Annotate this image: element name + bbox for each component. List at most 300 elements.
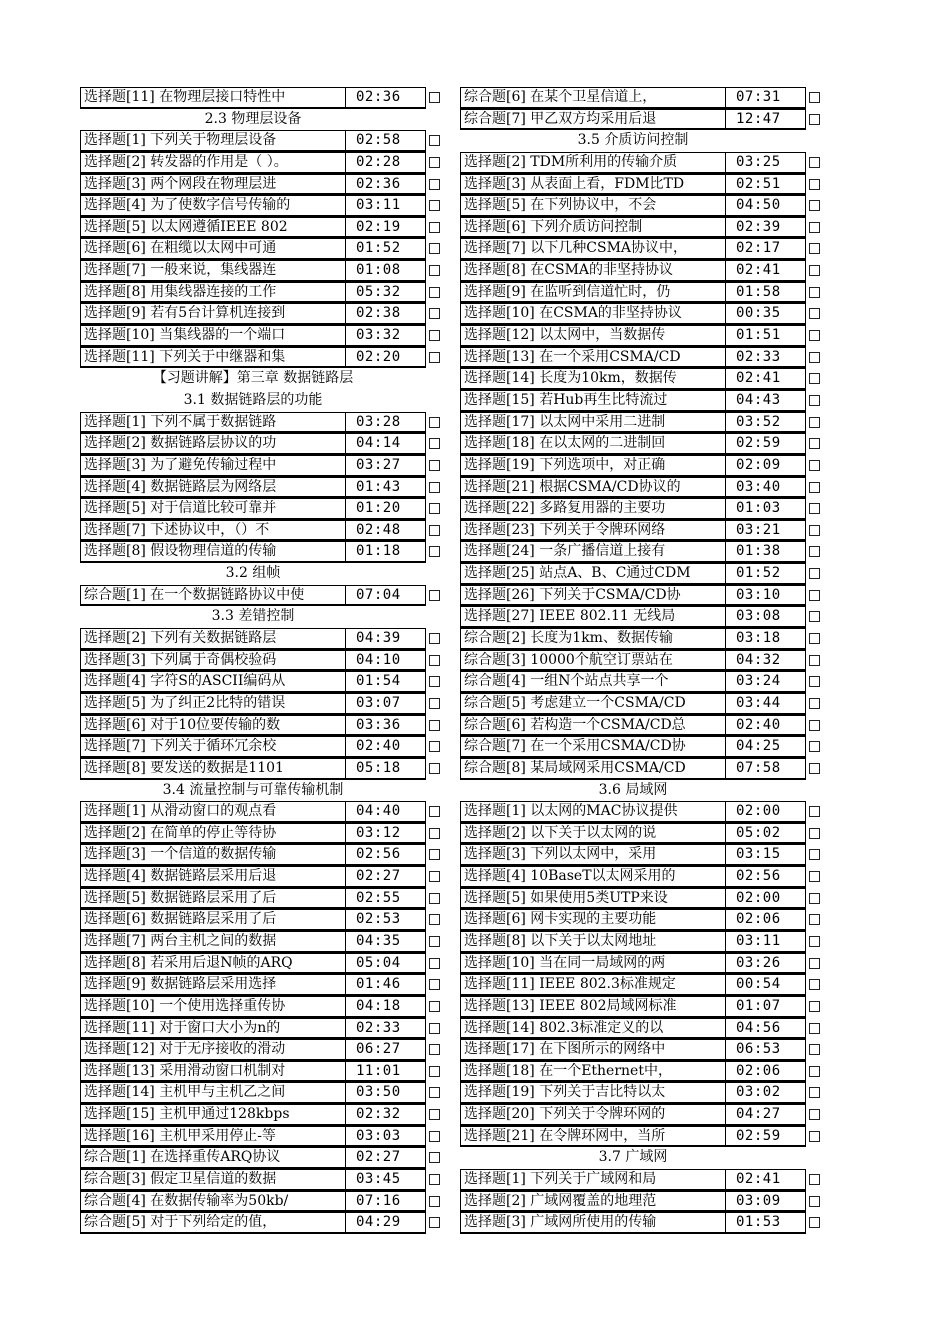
completion-checkbox[interactable] bbox=[429, 676, 440, 687]
exercise-row bbox=[460, 1061, 828, 1083]
completion-checkbox[interactable] bbox=[809, 200, 820, 211]
exercise-row bbox=[80, 520, 448, 542]
completion-checkbox[interactable] bbox=[429, 633, 440, 644]
completion-checkbox[interactable] bbox=[429, 222, 440, 233]
completion-checkbox[interactable] bbox=[809, 1196, 820, 1207]
exercise-title: 选择题[27] IEEE 802.11 无线局 bbox=[460, 606, 726, 628]
completion-checkbox[interactable] bbox=[429, 1001, 440, 1012]
completion-checkbox[interactable] bbox=[429, 179, 440, 190]
completion-checkbox[interactable] bbox=[809, 417, 820, 428]
exercise-title: 选择题[8] 若采用后退N帧的ARQ bbox=[80, 953, 346, 975]
exercise-row bbox=[460, 477, 828, 499]
exercise-row bbox=[460, 671, 828, 693]
exercise-title: 选择题[11] 在物理层接口特性中 bbox=[80, 87, 346, 109]
exercise-row bbox=[80, 715, 448, 737]
exercise-title: 选择题[11] 下列关于中继器和集 bbox=[80, 347, 346, 369]
completion-checkbox[interactable] bbox=[429, 1174, 440, 1185]
completion-checkbox[interactable] bbox=[429, 546, 440, 557]
exercise-duration: 03:27 bbox=[346, 455, 426, 477]
exercise-row bbox=[80, 1082, 448, 1104]
exercise-row bbox=[460, 1212, 828, 1234]
exercise-duration: 03:44 bbox=[726, 693, 806, 715]
exercise-duration: 03:18 bbox=[726, 628, 806, 650]
exercise-title: 综合题[2] 长度为1km、数据传输 bbox=[460, 628, 726, 650]
exercise-row bbox=[80, 433, 448, 455]
completion-checkbox[interactable] bbox=[809, 1109, 820, 1120]
exercise-duration: 02:32 bbox=[346, 1104, 426, 1126]
completion-checkbox[interactable] bbox=[809, 92, 820, 103]
completion-checkbox[interactable] bbox=[429, 741, 440, 752]
exercise-row bbox=[80, 282, 448, 304]
exercise-duration: 04:43 bbox=[726, 390, 806, 412]
exercise-duration: 01:46 bbox=[346, 974, 426, 996]
exercise-row bbox=[80, 1169, 448, 1191]
exercise-title: 选择题[4] 10BaseT以太网采用的 bbox=[460, 866, 726, 888]
completion-checkbox[interactable] bbox=[429, 135, 440, 146]
exercise-title: 选择题[10] 一个使用选择重传协 bbox=[80, 996, 346, 1018]
exercise-duration: 05:18 bbox=[346, 758, 426, 780]
exercise-duration: 02:56 bbox=[346, 844, 426, 866]
exercise-title: 选择题[8] 要发送的数据是1101 bbox=[80, 758, 346, 780]
exercise-title: 选择题[2] TDM所利用的传输介质 bbox=[460, 152, 726, 174]
completion-checkbox[interactable] bbox=[809, 893, 820, 904]
exercise-title: 综合题[5] 对于下列给定的值， bbox=[80, 1212, 346, 1234]
exercise-duration: 03:09 bbox=[726, 1191, 806, 1213]
completion-checkbox[interactable] bbox=[429, 1196, 440, 1207]
exercise-title: 选择题[7] 一般来说，集线器连 bbox=[80, 260, 346, 282]
exercise-title: 选择题[4] 字符S的ASCII编码从 bbox=[80, 671, 346, 693]
completion-checkbox[interactable] bbox=[809, 979, 820, 990]
exercise-row bbox=[460, 888, 828, 910]
exercise-row bbox=[460, 455, 828, 477]
completion-checkbox[interactable] bbox=[429, 590, 440, 601]
exercise-duration: 03:03 bbox=[346, 1126, 426, 1148]
completion-checkbox[interactable] bbox=[429, 352, 440, 363]
exercise-row bbox=[80, 758, 448, 780]
exercise-title: 选择题[11] 对于窗口大小为n的 bbox=[80, 1018, 346, 1040]
exercise-title: 综合题[5] 考虑建立一个CSMA/CD bbox=[460, 693, 726, 715]
exercise-title: 选择题[19] 下列关于吉比特以太 bbox=[460, 1082, 726, 1104]
exercise-row bbox=[460, 195, 828, 217]
exercise-row bbox=[80, 541, 448, 563]
exercise-duration: 06:53 bbox=[726, 1039, 806, 1061]
completion-checkbox[interactable] bbox=[429, 720, 440, 731]
exercise-title: 选择题[22] 多路复用器的主要功 bbox=[460, 498, 726, 520]
exercise-duration: 01:03 bbox=[726, 498, 806, 520]
exercise-row bbox=[80, 347, 448, 369]
exercise-title: 综合题[4] 在数据传输率为50kb/ bbox=[80, 1191, 346, 1213]
exercise-title: 选择题[11] IEEE 802.3标准规定 bbox=[460, 974, 726, 996]
section-heading bbox=[80, 606, 448, 628]
exercise-row bbox=[460, 1082, 828, 1104]
completion-checkbox[interactable] bbox=[429, 330, 440, 341]
exercise-row bbox=[460, 1169, 828, 1191]
completion-checkbox[interactable] bbox=[429, 265, 440, 276]
completion-checkbox[interactable] bbox=[429, 958, 440, 969]
completion-checkbox[interactable] bbox=[809, 373, 820, 384]
exercise-duration: 03:32 bbox=[346, 325, 426, 347]
exercise-duration: 12:47 bbox=[726, 109, 806, 131]
completion-checkbox[interactable] bbox=[809, 157, 820, 168]
exercise-row bbox=[460, 390, 828, 412]
exercise-title: 选择题[17] 在下图所示的网络中 bbox=[460, 1039, 726, 1061]
completion-checkbox[interactable] bbox=[809, 698, 820, 709]
exercise-row bbox=[460, 1191, 828, 1213]
exercise-title: 选择题[2] 数据链路层协议的功 bbox=[80, 433, 346, 455]
exercise-duration: 02:39 bbox=[726, 217, 806, 239]
exercise-row bbox=[80, 628, 448, 650]
exercise-title: 综合题[3] 10000个航空订票站在 bbox=[460, 650, 726, 672]
exercise-duration: 07:04 bbox=[346, 585, 426, 607]
completion-checkbox[interactable] bbox=[809, 655, 820, 666]
completion-checkbox[interactable] bbox=[429, 287, 440, 298]
completion-checkbox[interactable] bbox=[809, 1131, 820, 1142]
exercise-row bbox=[80, 866, 448, 888]
completion-checkbox[interactable] bbox=[429, 92, 440, 103]
exercise-title: 选择题[3] 两个网段在物理层进 bbox=[80, 174, 346, 196]
exercise-duration: 02:40 bbox=[346, 736, 426, 758]
completion-checkbox[interactable] bbox=[809, 914, 820, 925]
completion-checkbox[interactable] bbox=[809, 568, 820, 579]
exercise-title: 选择题[8] 在CSMA的非坚持协议 bbox=[460, 260, 726, 282]
exercise-duration: 03:11 bbox=[726, 931, 806, 953]
completion-checkbox[interactable] bbox=[429, 806, 440, 817]
exercise-row bbox=[80, 260, 448, 282]
exercise-row bbox=[80, 974, 448, 996]
exercise-title: 选择题[18] 在以太网的二进制回 bbox=[460, 433, 726, 455]
exercise-duration: 04:40 bbox=[346, 801, 426, 823]
exercise-row bbox=[460, 368, 828, 390]
exercise-row bbox=[460, 109, 828, 131]
exercise-row bbox=[460, 217, 828, 239]
exercise-duration: 02:53 bbox=[346, 909, 426, 931]
exercise-row bbox=[460, 628, 828, 650]
exercise-row bbox=[460, 563, 828, 585]
completion-checkbox[interactable] bbox=[429, 1066, 440, 1077]
completion-checkbox[interactable] bbox=[809, 1174, 820, 1185]
completion-checkbox[interactable] bbox=[809, 871, 820, 882]
completion-checkbox[interactable] bbox=[429, 417, 440, 428]
exercise-title: 选择题[8] 用集线器连接的工作 bbox=[80, 282, 346, 304]
exercise-row bbox=[80, 195, 448, 217]
exercise-row bbox=[80, 1126, 448, 1148]
completion-checkbox[interactable] bbox=[429, 243, 440, 254]
completion-checkbox[interactable] bbox=[809, 179, 820, 190]
exercise-title: 选择题[1] 下列不属于数据链路 bbox=[80, 412, 346, 434]
completion-checkbox[interactable] bbox=[429, 763, 440, 774]
completion-checkbox[interactable] bbox=[809, 482, 820, 493]
exercise-duration: 03:25 bbox=[726, 152, 806, 174]
completion-checkbox[interactable] bbox=[809, 676, 820, 687]
completion-checkbox[interactable] bbox=[809, 936, 820, 947]
exercise-row bbox=[80, 671, 448, 693]
exercise-title: 选择题[6] 对于10位要传输的数 bbox=[80, 715, 346, 737]
exercise-duration: 02:28 bbox=[346, 152, 426, 174]
completion-checkbox[interactable] bbox=[809, 633, 820, 644]
completion-checkbox[interactable] bbox=[429, 1044, 440, 1055]
completion-checkbox[interactable] bbox=[809, 525, 820, 536]
exercise-title: 选择题[5] 对于信道比较可靠并 bbox=[80, 498, 346, 520]
exercise-row bbox=[460, 974, 828, 996]
completion-checkbox[interactable] bbox=[809, 352, 820, 363]
completion-checkbox[interactable] bbox=[429, 655, 440, 666]
completion-checkbox[interactable] bbox=[429, 438, 440, 449]
exercise-row bbox=[460, 931, 828, 953]
completion-checkbox[interactable] bbox=[429, 1087, 440, 1098]
exercise-duration: 02:58 bbox=[346, 130, 426, 152]
completion-checkbox[interactable] bbox=[429, 1023, 440, 1034]
exercise-row bbox=[460, 433, 828, 455]
completion-checkbox[interactable] bbox=[429, 698, 440, 709]
completion-checkbox[interactable] bbox=[809, 763, 820, 774]
completion-checkbox[interactable] bbox=[809, 720, 820, 731]
exercise-duration: 02:06 bbox=[726, 909, 806, 931]
exercise-row bbox=[80, 1147, 448, 1169]
exercise-title: 选择题[8] 以下关于以太网地址 bbox=[460, 931, 726, 953]
exercise-title: 选择题[4] 为了使数字信号传输的 bbox=[80, 195, 346, 217]
completion-checkbox[interactable] bbox=[809, 1001, 820, 1012]
exercise-row bbox=[460, 412, 828, 434]
exercise-duration: 04:29 bbox=[346, 1212, 426, 1234]
exercise-row bbox=[460, 238, 828, 260]
completion-checkbox[interactable] bbox=[429, 525, 440, 536]
exercise-row bbox=[80, 693, 448, 715]
exercise-title: 选择题[21] 根据CSMA/CD协议的 bbox=[460, 477, 726, 499]
exercise-duration: 02:00 bbox=[726, 888, 806, 910]
exercise-title: 选择题[1] 以太网的MAC协议提供 bbox=[460, 801, 726, 823]
completion-checkbox[interactable] bbox=[429, 460, 440, 471]
exercise-row bbox=[80, 931, 448, 953]
exercise-duration: 02:56 bbox=[726, 866, 806, 888]
exercise-duration: 02:27 bbox=[346, 866, 426, 888]
exercise-title: 选择题[2] 在简单的停止等待协 bbox=[80, 823, 346, 845]
exercise-row bbox=[80, 325, 448, 347]
exercise-duration: 02:00 bbox=[726, 801, 806, 823]
exercise-duration: 02:17 bbox=[726, 238, 806, 260]
exercise-title: 选择题[9] 若有5台计算机连接到 bbox=[80, 303, 346, 325]
exercise-duration: 01:07 bbox=[726, 996, 806, 1018]
exercise-duration: 07:16 bbox=[346, 1191, 426, 1213]
exercise-title: 选择题[14] 主机甲与主机乙之间 bbox=[80, 1082, 346, 1104]
exercise-row bbox=[80, 801, 448, 823]
exercise-title: 选择题[3] 下列属于奇偶校验码 bbox=[80, 650, 346, 672]
exercise-title: 综合题[4] 一组N个站点共享一个 bbox=[460, 671, 726, 693]
completion-checkbox[interactable] bbox=[809, 546, 820, 557]
completion-checkbox[interactable] bbox=[429, 157, 440, 168]
exercise-title: 选择题[3] 一个信道的数据传输 bbox=[80, 844, 346, 866]
exercise-title: 选择题[16] 主机甲采用停止-等 bbox=[80, 1126, 346, 1148]
exercise-duration: 06:27 bbox=[346, 1039, 426, 1061]
exercise-duration: 01:54 bbox=[346, 671, 426, 693]
exercise-row bbox=[460, 325, 828, 347]
exercise-duration: 00:35 bbox=[726, 303, 806, 325]
left-column bbox=[80, 87, 448, 1234]
exercise-title: 选择题[24] 一条广播信道上接有 bbox=[460, 541, 726, 563]
exercise-row bbox=[80, 152, 448, 174]
exercise-row bbox=[460, 1126, 828, 1148]
completion-checkbox[interactable] bbox=[809, 265, 820, 276]
exercise-title: 选择题[6] 数据链路层采用了后 bbox=[80, 909, 346, 931]
completion-checkbox[interactable] bbox=[809, 287, 820, 298]
completion-checkbox[interactable] bbox=[429, 914, 440, 925]
exercise-title: 综合题[6] 在某个卫星信道上， bbox=[460, 87, 726, 109]
completion-checkbox[interactable] bbox=[809, 1066, 820, 1077]
completion-checkbox[interactable] bbox=[809, 438, 820, 449]
completion-checkbox[interactable] bbox=[809, 741, 820, 752]
exercise-title: 选择题[26] 下列关于CSMA/CD协 bbox=[460, 585, 726, 607]
exercise-duration: 07:58 bbox=[726, 758, 806, 780]
exercise-row bbox=[460, 823, 828, 845]
completion-checkbox[interactable] bbox=[809, 1023, 820, 1034]
exercise-title: 选择题[5] 数据链路层采用了后 bbox=[80, 888, 346, 910]
completion-checkbox[interactable] bbox=[429, 200, 440, 211]
exercise-row bbox=[80, 823, 448, 845]
exercise-duration: 01:52 bbox=[346, 238, 426, 260]
exercise-row bbox=[460, 844, 828, 866]
exercise-row bbox=[80, 909, 448, 931]
exercise-title: 选择题[4] 数据链路层采用后退 bbox=[80, 866, 346, 888]
exercise-duration: 04:27 bbox=[726, 1104, 806, 1126]
completion-checkbox[interactable] bbox=[429, 503, 440, 514]
exercise-duration: 02:36 bbox=[346, 87, 426, 109]
exercise-duration: 02:27 bbox=[346, 1147, 426, 1169]
completion-checkbox[interactable] bbox=[809, 1044, 820, 1055]
completion-checkbox[interactable] bbox=[429, 308, 440, 319]
exercise-row bbox=[460, 650, 828, 672]
exercise-row bbox=[80, 1191, 448, 1213]
exercise-duration: 03:10 bbox=[726, 585, 806, 607]
exercise-title: 选择题[9] 数据链路层采用选择 bbox=[80, 974, 346, 996]
exercise-title: 选择题[2] 转发器的作用是（ ）。 bbox=[80, 152, 346, 174]
completion-checkbox[interactable] bbox=[809, 243, 820, 254]
exercise-row bbox=[80, 1018, 448, 1040]
exercise-title: 选择题[10] 当在同一局域网的两 bbox=[460, 953, 726, 975]
exercise-duration: 02:51 bbox=[726, 174, 806, 196]
exercise-row bbox=[460, 996, 828, 1018]
completion-checkbox[interactable] bbox=[429, 979, 440, 990]
section-heading-text: 2.3 物理层设备 bbox=[204, 110, 302, 127]
completion-checkbox[interactable] bbox=[809, 308, 820, 319]
completion-checkbox[interactable] bbox=[429, 1152, 440, 1163]
section-heading bbox=[80, 780, 448, 802]
exercise-row bbox=[80, 650, 448, 672]
exercise-row bbox=[80, 1212, 448, 1234]
completion-checkbox[interactable] bbox=[809, 503, 820, 514]
completion-checkbox[interactable] bbox=[809, 611, 820, 622]
completion-checkbox[interactable] bbox=[809, 1217, 820, 1228]
exercise-row bbox=[80, 498, 448, 520]
completion-checkbox[interactable] bbox=[809, 114, 820, 125]
exercise-row bbox=[80, 1039, 448, 1061]
completion-checkbox[interactable] bbox=[809, 1087, 820, 1098]
exercise-title: 综合题[1] 在一个数据链路协议中使 bbox=[80, 585, 346, 607]
completion-checkbox[interactable] bbox=[809, 330, 820, 341]
exercise-duration: 02:33 bbox=[726, 347, 806, 369]
completion-checkbox[interactable] bbox=[429, 482, 440, 493]
section-heading-text: 3.6 局域网 bbox=[598, 781, 668, 798]
exercise-duration: 02:19 bbox=[346, 217, 426, 239]
exercise-row bbox=[80, 477, 448, 499]
exercise-title: 选择题[14] 802.3标准定义的以 bbox=[460, 1018, 726, 1040]
exercise-row bbox=[460, 953, 828, 975]
exercise-row bbox=[460, 282, 828, 304]
exercise-row bbox=[460, 541, 828, 563]
exercise-title: 选择题[6] 在粗缆以太网中可通 bbox=[80, 238, 346, 260]
completion-checkbox[interactable] bbox=[429, 871, 440, 882]
exercise-title: 选择题[5] 以太网遵循IEEE 802 bbox=[80, 217, 346, 239]
exercise-title: 选择题[10] 当集线器的一个端口 bbox=[80, 325, 346, 347]
completion-checkbox[interactable] bbox=[809, 222, 820, 233]
exercise-duration: 03:36 bbox=[346, 715, 426, 737]
exercise-duration: 02:09 bbox=[726, 455, 806, 477]
exercise-row bbox=[460, 1039, 828, 1061]
exercise-row bbox=[460, 693, 828, 715]
exercise-title: 选择题[21] 在令牌环网中，当所 bbox=[460, 1126, 726, 1148]
right-column bbox=[460, 87, 828, 1234]
exercise-title: 选择题[12] 以太网中，当数据传 bbox=[460, 325, 726, 347]
exercise-row bbox=[460, 1104, 828, 1126]
exercise-title: 选择题[9] 在监听到信道忙时，仍 bbox=[460, 282, 726, 304]
exercise-title: 选择题[1] 下列关于物理层设备 bbox=[80, 130, 346, 152]
completion-checkbox[interactable] bbox=[429, 893, 440, 904]
completion-checkbox[interactable] bbox=[429, 828, 440, 839]
exercise-row bbox=[460, 260, 828, 282]
section-heading bbox=[80, 390, 448, 412]
completion-checkbox[interactable] bbox=[809, 849, 820, 860]
section-heading bbox=[80, 563, 448, 585]
exercise-duration: 04:32 bbox=[726, 650, 806, 672]
exercise-title: 综合题[1] 在选择重传ARQ协议 bbox=[80, 1147, 346, 1169]
exercise-title: 选择题[6] 网卡实现的主要功能 bbox=[460, 909, 726, 931]
exercise-duration: 02:41 bbox=[726, 368, 806, 390]
exercise-title: 选择题[1] 下列关于广域网和局 bbox=[460, 1169, 726, 1191]
exercise-duration: 03:12 bbox=[346, 823, 426, 845]
section-heading bbox=[460, 780, 828, 802]
completion-checkbox[interactable] bbox=[429, 936, 440, 947]
completion-checkbox[interactable] bbox=[429, 1131, 440, 1142]
exercise-row bbox=[80, 953, 448, 975]
completion-checkbox[interactable] bbox=[429, 849, 440, 860]
exercise-duration: 04:18 bbox=[346, 996, 426, 1018]
exercise-title: 选择题[3] 广域网所使用的传输 bbox=[460, 1212, 726, 1234]
exercise-duration: 02:41 bbox=[726, 260, 806, 282]
section-heading-text: 3.1 数据链路层的功能 bbox=[183, 391, 323, 408]
completion-checkbox[interactable] bbox=[809, 828, 820, 839]
exercise-duration: 03:11 bbox=[346, 195, 426, 217]
exercise-title: 选择题[3] 从表面上看，FDM比TD bbox=[460, 174, 726, 196]
completion-checkbox[interactable] bbox=[809, 395, 820, 406]
exercise-row bbox=[80, 130, 448, 152]
exercise-duration: 00:54 bbox=[726, 974, 806, 996]
exercise-row bbox=[80, 585, 448, 607]
exercise-title: 选择题[2] 下列有关数据链路层 bbox=[80, 628, 346, 650]
completion-checkbox[interactable] bbox=[809, 590, 820, 601]
exercise-duration: 04:35 bbox=[346, 931, 426, 953]
exercise-duration: 03:28 bbox=[346, 412, 426, 434]
completion-checkbox[interactable] bbox=[809, 806, 820, 817]
completion-checkbox[interactable] bbox=[809, 958, 820, 969]
exercise-title: 选择题[23] 下列关于令牌环网络 bbox=[460, 520, 726, 542]
completion-checkbox[interactable] bbox=[809, 460, 820, 471]
completion-checkbox[interactable] bbox=[429, 1109, 440, 1120]
exercise-title: 选择题[17] 以太网中采用二进制 bbox=[460, 412, 726, 434]
exercise-title: 选择题[3] 为了避免传输过程中 bbox=[80, 455, 346, 477]
completion-checkbox[interactable] bbox=[429, 1217, 440, 1228]
exercise-row bbox=[460, 347, 828, 369]
exercise-title: 选择题[1] 从滑动窗口的观点看 bbox=[80, 801, 346, 823]
exercise-title: 选择题[7] 以下几种CSMA协议中， bbox=[460, 238, 726, 260]
exercise-row bbox=[80, 1061, 448, 1083]
